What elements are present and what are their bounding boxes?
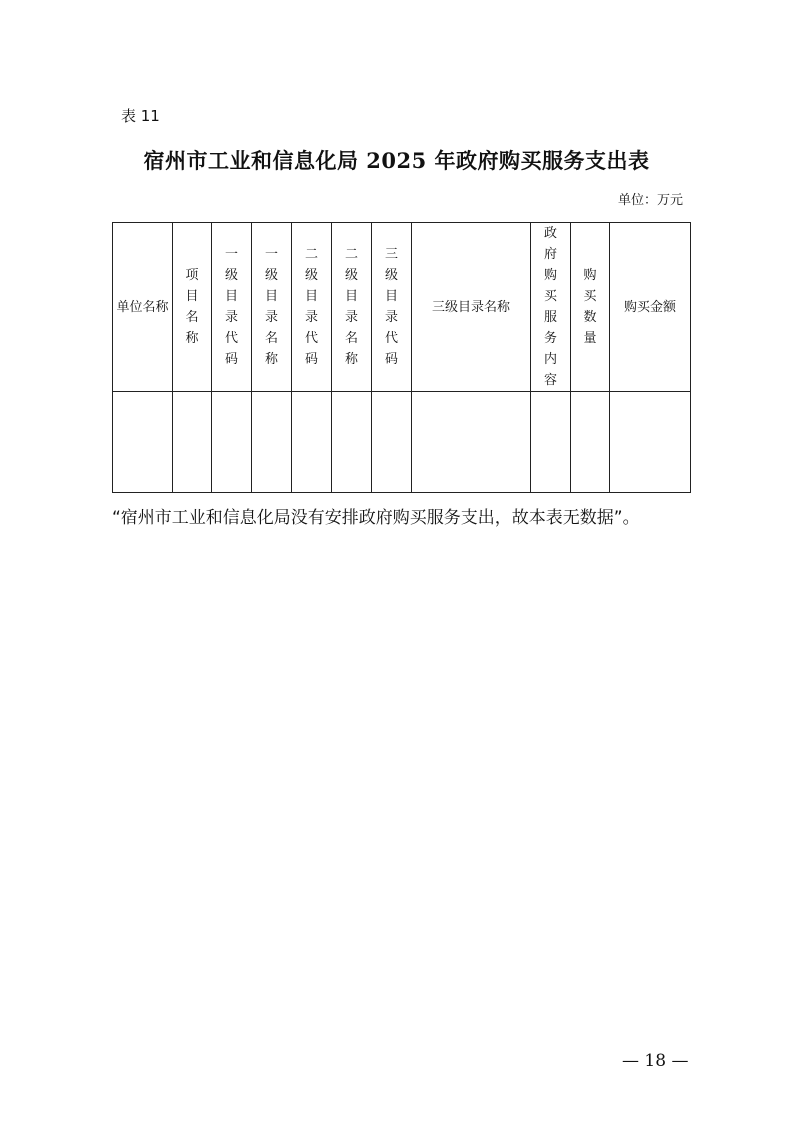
header-cell-level2-name: 二级目录名称	[332, 223, 372, 392]
table-cell	[610, 392, 691, 493]
header-cell-quantity: 购买数量	[571, 223, 610, 392]
header-cell-project-name: 项目名称	[173, 223, 212, 392]
header-cell-level3-name: 三级目录名称	[412, 223, 531, 392]
table-cell	[113, 392, 173, 493]
header-cell-level1-name: 一级目录名称	[252, 223, 292, 392]
table-cell	[173, 392, 212, 493]
table-cell	[252, 392, 292, 493]
table-cell	[332, 392, 372, 493]
table-row	[113, 392, 691, 493]
header-cell-level2-code: 二级目录代码	[292, 223, 332, 392]
header-cell-unit-name: 单位名称	[113, 223, 173, 392]
header-cell-level1-code: 一级目录代码	[212, 223, 252, 392]
purchase-services-table	[112, 222, 691, 493]
page-number: — 18 —	[622, 1051, 689, 1071]
table-cell	[212, 392, 252, 493]
unit-label: 单位：万元	[617, 193, 683, 208]
no-data-note: “宿州市工业和信息化局没有安排政府购买服务支出，故本表无数据”。	[112, 508, 640, 528]
table-cell	[292, 392, 332, 493]
table-cell	[531, 392, 571, 493]
document-title: 宿州市工业和信息化局 2025 年政府购买服务支出表	[143, 148, 650, 173]
table-cell	[372, 392, 412, 493]
header-cell-amount: 购买金额	[610, 223, 691, 392]
table-header-row	[113, 223, 691, 392]
header-cell-level3-code: 三级目录代码	[372, 223, 412, 392]
table-cell	[571, 392, 610, 493]
table-number-label: 表 11	[121, 107, 160, 125]
header-cell-service-content: 政府购买服务内容	[531, 223, 571, 392]
table-cell	[412, 392, 531, 493]
